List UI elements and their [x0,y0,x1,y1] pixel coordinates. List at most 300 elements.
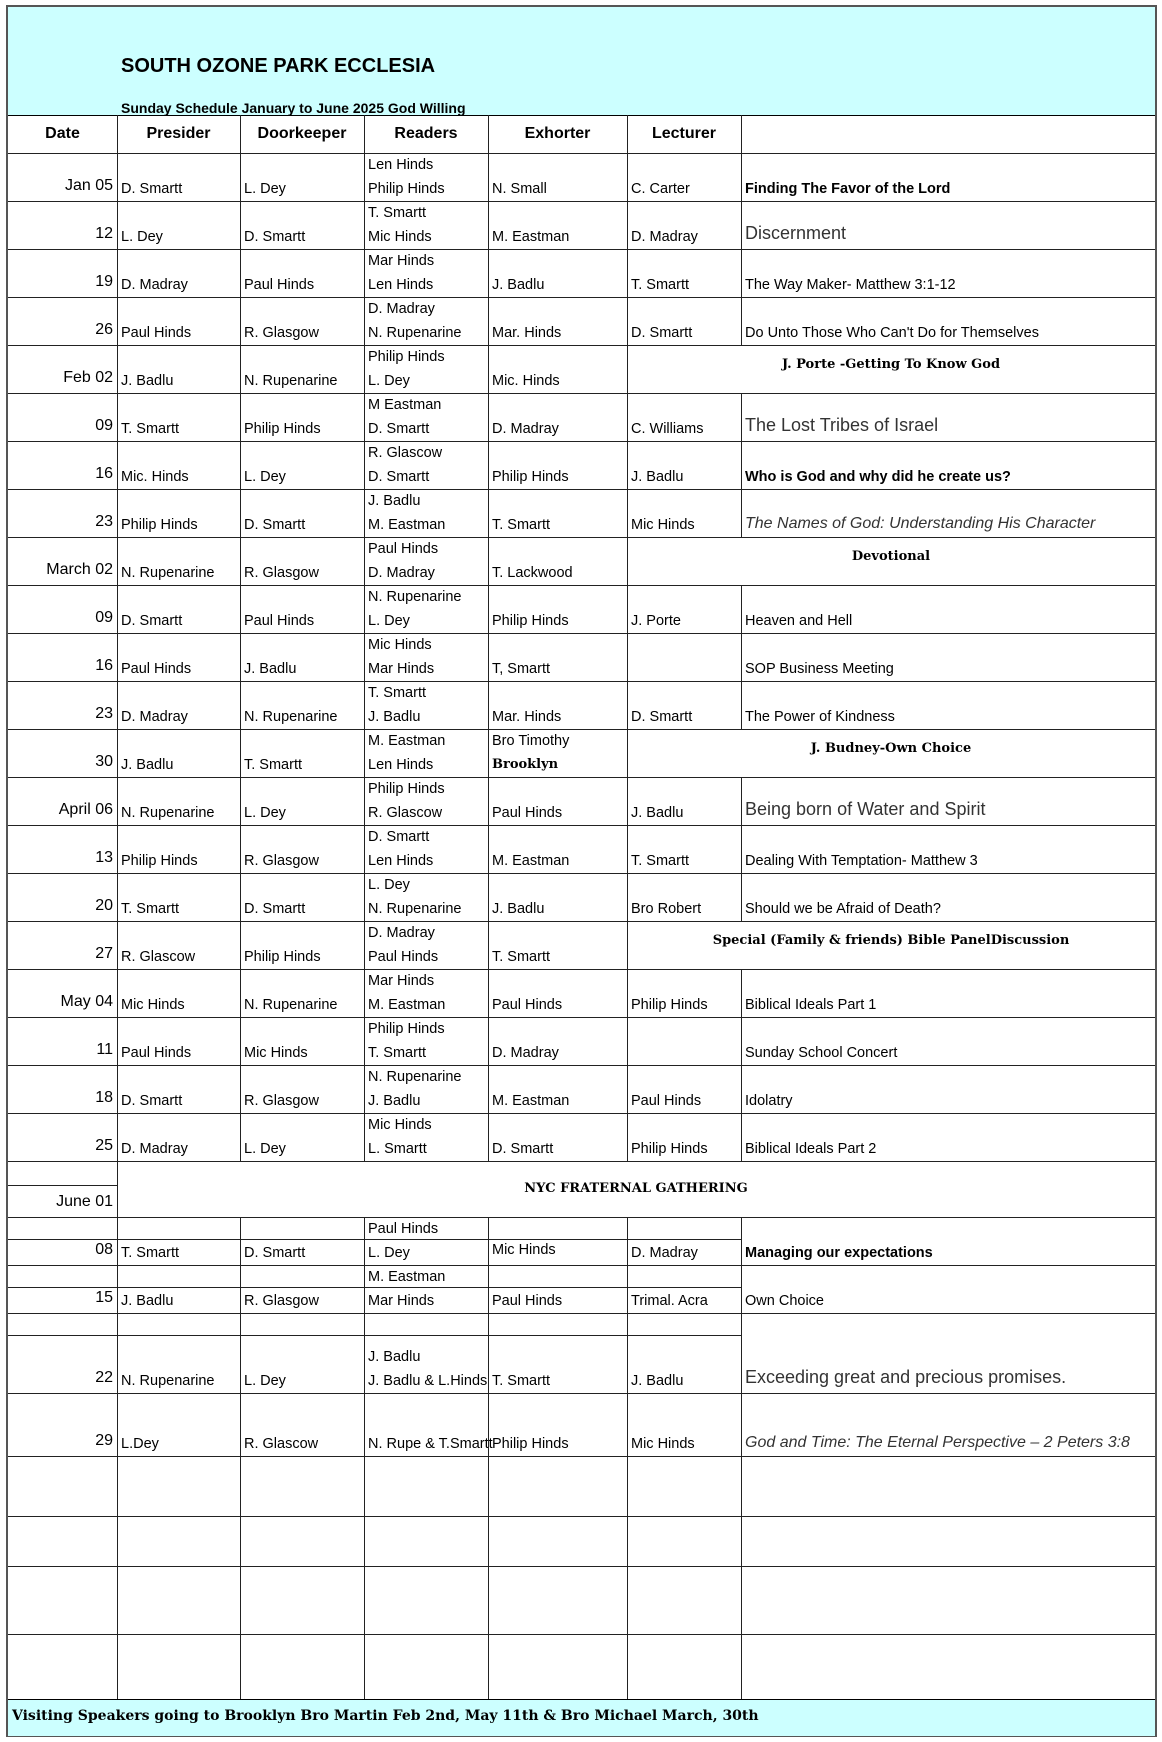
row-reader-second: Philip Hinds [368,181,445,197]
row-doorkeeper: L. Dey [244,181,286,197]
row-presider: D. Madray [121,277,188,293]
row-reader-first: R. Glascow [368,445,443,461]
grid-line [627,115,628,153]
grid-line [627,1313,628,1393]
grid-line [627,969,628,1017]
grid-line [8,441,1155,442]
grid-line [488,1217,489,1265]
row-date: 16 [95,465,113,482]
grid-line [364,115,365,153]
grid-line [117,489,118,537]
row-presider: Mic Hinds [121,997,185,1013]
grid-line [117,1017,118,1065]
grid-line [240,777,241,825]
grid-line [240,1393,241,1456]
grid-line [364,873,365,921]
row-doorkeeper: R. Glascow [244,1436,319,1452]
row-topic-span: Special (Family & friends) Bible PanelDiscussion [712,933,1070,948]
grid-line [364,201,365,249]
row-presider: T. Smartt [121,1245,180,1261]
grid-line [364,441,365,489]
grid-line [741,585,742,633]
grid-line [240,1456,241,1516]
grid-line [240,441,241,489]
column-header-lecturer: Lecturer [651,125,717,142]
row-exhorter: Philip Hinds [492,613,569,629]
row-presider: J. Badlu [121,757,174,773]
grid-line [488,1313,489,1393]
row-topic: Managing our expectations [745,1245,933,1261]
grid-line [8,297,1155,298]
grid-line [741,681,742,729]
grid-line [8,1185,117,1186]
row-reader-second: N. Rupenarine [368,901,462,917]
row-reader-second: D. Smartt [368,421,430,437]
row-exhorter: T. Lackwood [492,565,573,581]
row-exhorter: Paul Hinds [492,805,563,821]
grid-line [117,249,118,297]
grid-line [627,441,628,489]
grid-line [8,1634,1155,1635]
grid-line [240,1265,241,1313]
row-reader-first: Philip Hinds [368,349,445,365]
grid-line [741,1566,742,1634]
row-exhorter: Philip Hinds [492,469,569,485]
grid-line [488,115,489,153]
grid-line [627,1566,628,1634]
row-topic: Should we be Afraid of Death? [745,901,941,917]
row-doorkeeper: Paul Hinds [244,613,315,629]
row-reader-first: Philip Hinds [368,781,445,797]
row-presider: T. Smartt [121,901,180,917]
row-lecturer: J. Badlu [631,1373,684,1389]
grid-line [240,1516,241,1566]
row-lecturer: Mic Hinds [631,1436,695,1452]
grid-line [117,153,118,201]
row-reader-second: N. Rupenarine [368,325,462,341]
row-doorkeeper: L. Dey [244,1373,286,1389]
grid-line [364,1456,365,1516]
row-reader-second: R. Glascow [368,805,443,821]
row-doorkeeper: D. Smartt [244,229,306,245]
row-date: 09 [95,609,113,626]
row-lecturer: D. Madray [631,229,698,245]
row-date: May 04 [60,993,113,1010]
grid-line [627,1217,628,1265]
grid-line [8,1065,1155,1066]
row-reader-first: M. Eastman [368,1269,446,1285]
grid-line [627,681,628,729]
grid-line [117,297,118,345]
grid-line [117,825,118,873]
row-topic: Exceeding great and precious promises. [745,1367,1067,1387]
grid-line [8,585,1155,586]
row-presider: D. Smartt [121,1093,183,1109]
grid-line [117,633,118,681]
grid-line [488,345,489,393]
grid-line [488,249,489,297]
row-presider: N. Rupenarine [121,1373,215,1389]
grid-line [240,1313,241,1393]
grid-line [364,249,365,297]
row-exhorter: M. Eastman [492,1093,570,1109]
row-presider: T. Smartt [121,421,180,437]
grid-line [627,873,628,921]
row-presider: D. Smartt [121,613,183,629]
row-exhorter: Paul Hinds [492,1293,563,1309]
row-reader-second: Mar Hinds [368,1293,435,1309]
row-date: 23 [95,705,113,722]
grid-line [117,1161,118,1217]
grid-line [488,777,489,825]
row-date: 19 [95,273,113,290]
row-exhorter: D. Smartt [492,1141,554,1157]
grid-line [488,681,489,729]
grid-line [364,681,365,729]
grid-line [8,729,1155,730]
row-doorkeeper: L. Dey [244,469,286,485]
grid-line [240,1566,241,1634]
row-reader-first: Mic Hinds [368,637,432,653]
row-date: 09 [95,417,113,434]
row-reader-first: D. Smartt [368,829,430,845]
row-reader-second: L. Dey [368,373,410,389]
grid-line [240,489,241,537]
row-reader-second: J. Badlu & L.Hinds [368,1373,488,1389]
row-date: 30 [95,753,113,770]
grid-line [364,777,365,825]
grid-line [488,729,489,777]
grid-line [364,969,365,1017]
row-topic: Sunday School Concert [745,1045,898,1061]
grid-line [627,345,628,393]
grid-line [8,921,1155,922]
column-header-doorkeeper: Doorkeeper [257,125,347,142]
grid-line [240,873,241,921]
row-presider: Mic. Hinds [121,469,189,485]
grid-line [364,489,365,537]
grid-line [8,1516,1155,1517]
row-presider: Paul Hinds [121,1045,192,1061]
row-reader-first: D. Madray [368,925,435,941]
row-topic: Finding The Favor of the Lord [745,181,951,197]
row-doorkeeper: T. Smartt [244,757,303,773]
row-presider: N. Rupenarine [121,565,215,581]
row-lecturer: J. Badlu [631,469,684,485]
grid-line [240,585,241,633]
grid-line [488,441,489,489]
row-date: 26 [95,321,113,338]
row-presider: J. Badlu [121,1293,174,1309]
grid-line [8,1456,1155,1457]
row-reader-first: T. Smartt [368,685,427,701]
row-doorkeeper: D. Smartt [244,517,306,533]
row-doorkeeper: L. Dey [244,1141,286,1157]
row-date: 13 [95,849,113,866]
row-presider: Paul Hinds [121,325,192,341]
grid-line [741,873,742,921]
row-lecturer: C. Carter [631,181,690,197]
row-presider: D. Smartt [121,181,183,197]
row-reader-second: L. Dey [368,613,410,629]
row-exhorter: Mar. Hinds [492,709,562,725]
grid-line [240,921,241,969]
grid-line [627,1456,628,1516]
row-exhorter: Mic Hinds [492,1242,556,1258]
grid-line [117,537,118,585]
row-topic: The Names of God: Understanding His Character [745,515,1096,532]
grid-line [240,1065,241,1113]
row-topic-span: J. Budney-Own Choice [810,741,972,756]
grid-line [240,393,241,441]
row-topic: Idolatry [745,1093,793,1109]
row-exhorter: Mar. Hinds [492,325,562,341]
grid-line [364,825,365,873]
grid-line [8,969,1155,970]
row-reader-second: Paul Hinds [368,949,439,965]
row-date: March 02 [46,561,113,578]
row-date: June 01 [56,1193,113,1210]
grid-line [488,489,489,537]
grid-line [240,633,241,681]
row-topic: Biblical Ideals Part 2 [745,1141,877,1157]
grid-line [8,1265,1155,1266]
grid-line [117,777,118,825]
grid-line [364,1217,365,1265]
grid-line [488,1566,489,1634]
grid-line [240,153,241,201]
row-reader-first: Philip Hinds [368,1021,445,1037]
row-topic: The Way Maker- Matthew 3:1-12 [745,277,956,293]
column-header-date: Date [45,125,80,142]
grid-line [627,1516,628,1566]
row-date: 18 [95,1089,113,1106]
row-lecturer: J. Porte [631,613,681,629]
row-exhorter: T, Smartt [492,661,551,677]
row-date: 23 [95,513,113,530]
row-lecturer: Mic Hinds [631,517,695,533]
grid-line [741,1516,742,1566]
grid-line [117,969,118,1017]
grid-line [488,297,489,345]
grid-line [364,729,365,777]
grid-line [8,1217,1155,1218]
row-reader-first: J. Badlu [368,493,421,509]
grid-line [8,1313,1155,1314]
grid-line [8,153,1155,154]
row-reader-first: Len Hinds [368,157,434,173]
grid-line [488,201,489,249]
org-title: SOUTH OZONE PARK ECCLESIA [121,55,436,77]
grid-line [741,489,742,537]
grid-line [117,115,118,153]
grid-line [488,1456,489,1516]
grid-line [8,681,1155,682]
row-presider: N. Rupenarine [121,805,215,821]
grid-line [627,729,628,777]
row-doorkeeper: Mic Hinds [244,1045,308,1061]
row-doorkeeper: R. Glasgow [244,1293,319,1309]
row-reader-second: Len Hinds [368,277,434,293]
row-presider: Philip Hinds [121,517,198,533]
row-date: 20 [95,897,113,914]
row-topic: Heaven and Hell [745,613,853,629]
row-exhorter: J. Badlu [492,901,545,917]
column-header-exhorter: Exhorter [524,125,591,142]
row-doorkeeper: N. Rupenarine [244,373,338,389]
row-doorkeeper: D. Smartt [244,1245,306,1261]
grid-line [8,249,1155,250]
row-exhorter: T. Smartt [492,517,551,533]
grid-line [117,873,118,921]
grid-line [488,969,489,1017]
grid-line [117,1516,118,1566]
row-doorkeeper: Paul Hinds [244,277,315,293]
grid-line [8,537,1155,538]
grid-line [364,297,365,345]
grid-line [364,921,365,969]
grid-line [240,249,241,297]
row-doorkeeper: J. Badlu [244,661,297,677]
row-doorkeeper: R. Glasgow [244,853,319,869]
grid-line [364,153,365,201]
grid-line [741,1265,742,1313]
grid-line [364,1017,365,1065]
grid-line [240,1217,241,1265]
row-presider: J. Badlu [121,373,174,389]
grid-line [627,201,628,249]
footer-band [8,1699,1155,1736]
grid-line [117,1313,118,1393]
row-exhorter: Bro Timothy [492,733,570,749]
row-lecturer: J. Badlu [631,805,684,821]
row-topic: God and Time: The Eternal Perspective – 2 Peters 3:8 [745,1434,1130,1451]
row-exhorter: M. Eastman [492,853,570,869]
row-date: 08 [95,1241,113,1258]
grid-line [627,825,628,873]
row-lecturer: Philip Hinds [631,1141,708,1157]
grid-line [627,1393,628,1456]
row-exhorter-note: Brooklyn [492,757,559,772]
grid-line [627,153,628,201]
grid-line [240,115,241,153]
row-exhorter: Mic. Hinds [492,373,560,389]
grid-line [364,633,365,681]
row-lecturer: Trimal. Acra [631,1293,708,1309]
grid-line [741,969,742,1017]
row-reader-first: L. Dey [368,877,410,893]
grid-line [364,345,365,393]
grid-line [8,1393,1155,1394]
row-doorkeeper: N. Rupenarine [244,709,338,725]
grid-line [627,921,628,969]
grid-line [488,825,489,873]
grid-line [8,393,1155,394]
grid-line [117,1065,118,1113]
row-exhorter: D. Madray [492,421,559,437]
grid-line [741,1313,742,1393]
row-lecturer: T. Smartt [631,853,690,869]
grid-line [627,1265,628,1313]
row-doorkeeper: N. Rupenarine [244,997,338,1013]
grid-line [117,1217,118,1265]
row-reader-first: M. Eastman [368,733,446,749]
grid-line [741,297,742,345]
row-date: 11 [96,1041,113,1058]
row-reader-second: D. Smartt [368,469,430,485]
grid-line [117,1113,118,1161]
grid-line [8,1335,741,1336]
grid-line [627,297,628,345]
grid-line [240,1017,241,1065]
grid-line [117,1566,118,1634]
grid-line [364,393,365,441]
grid-line [8,1113,1155,1114]
row-lecturer: D. Smartt [631,709,693,725]
grid-line [8,1239,741,1240]
schedule-sheet [6,5,1157,1737]
row-reader-first: Mar Hinds [368,253,435,269]
grid-line [741,1065,742,1113]
row-doorkeeper: R. Glasgow [244,1093,319,1109]
row-reader-second: Mic Hinds [368,229,432,245]
row-presider: R. Glascow [121,949,196,965]
grid-line [488,1113,489,1161]
row-date: April 06 [58,801,113,818]
grid-line [240,681,241,729]
row-lecturer: C. Williams [631,421,704,437]
grid-line [240,537,241,585]
row-doorkeeper: R. Glasgow [244,325,319,341]
grid-line [741,1456,742,1516]
grid-line [741,393,742,441]
grid-line [488,873,489,921]
row-topic: Discernment [745,223,847,243]
row-doorkeeper: D. Smartt [244,901,306,917]
grid-line [117,393,118,441]
grid-line [741,1113,742,1161]
row-topic: The Lost Tribes of Israel [745,415,939,435]
grid-line [627,1113,628,1161]
grid-line [741,249,742,297]
grid-line [240,969,241,1017]
row-lecturer: T. Smartt [631,277,690,293]
row-reader-second: Len Hinds [368,853,434,869]
grid-line [8,825,1155,826]
row-reader-second: L. Smartt [368,1141,427,1157]
grid-line [627,489,628,537]
grid-line [8,1287,741,1288]
grid-line [117,921,118,969]
grid-line [741,1217,742,1265]
grid-line [488,1265,489,1313]
row-exhorter: N. Small [492,181,547,197]
grid-line [240,1113,241,1161]
grid-line [488,153,489,201]
grid-line [8,1161,1155,1162]
grid-line [240,297,241,345]
grid-line [488,633,489,681]
row-reader-first: Mar Hinds [368,973,435,989]
grid-line [364,1265,365,1313]
row-presider: Philip Hinds [121,853,198,869]
row-doorkeeper: L. Dey [244,805,286,821]
row-topic: Do Unto Those Who Can't Do for Themselves [745,325,1039,341]
grid-line [627,249,628,297]
row-lecturer: Bro Robert [631,901,702,917]
row-presider: D. Madray [121,1141,188,1157]
grid-line [8,201,1155,202]
